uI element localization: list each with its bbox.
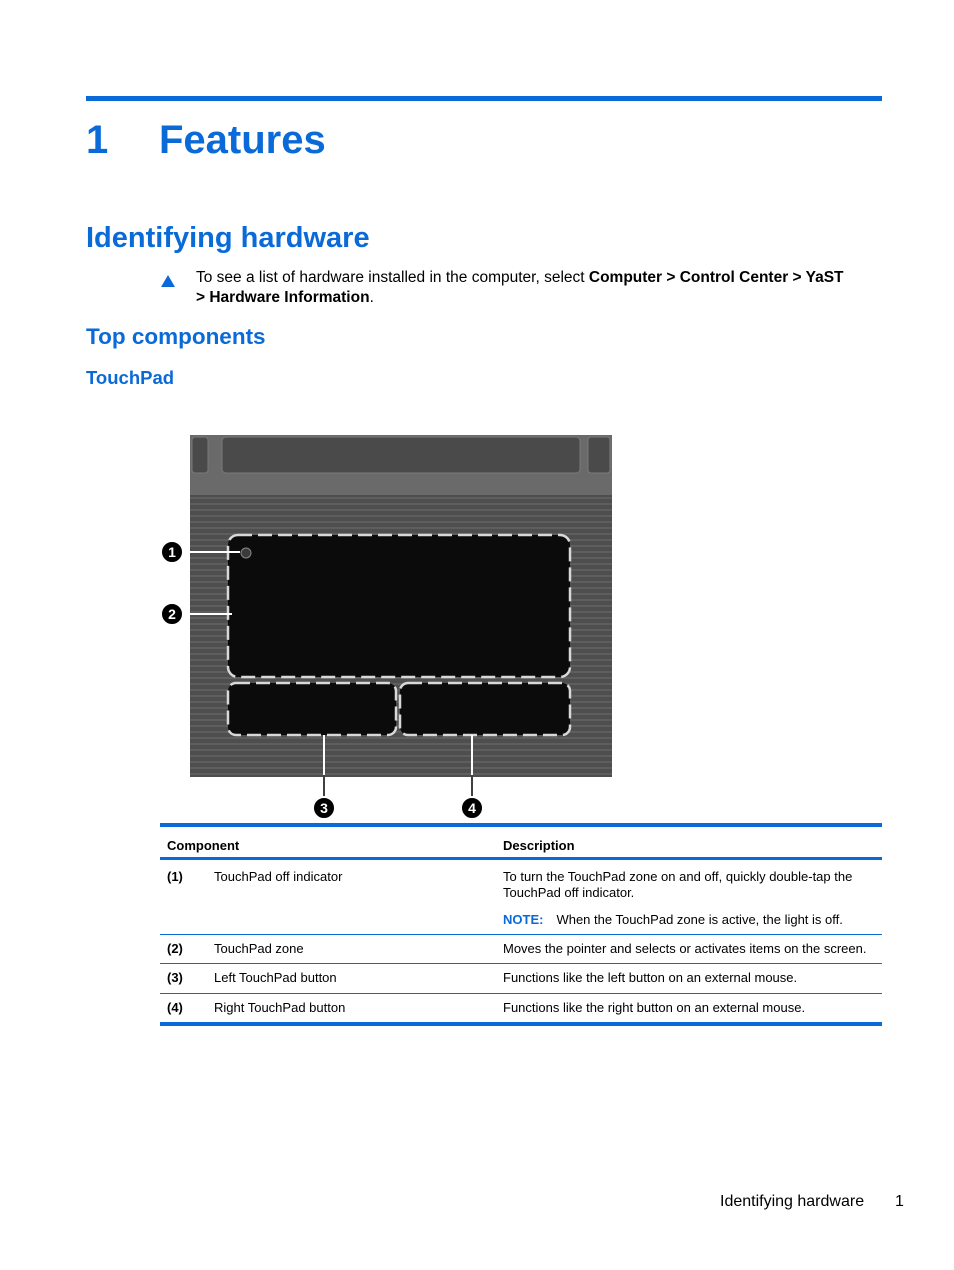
callout-4 <box>461 797 483 819</box>
footer-page-number: 1 <box>895 1193 904 1210</box>
touchpad-zone-shape <box>228 535 570 677</box>
table-header <box>160 827 882 860</box>
triangle-bullet-icon <box>160 273 176 289</box>
left-key <box>192 437 208 473</box>
row-number: (3) <box>167 970 183 985</box>
row-number: (1) <box>167 869 183 884</box>
right-key <box>588 437 610 473</box>
chapter-title: Features <box>159 118 326 162</box>
row-component: Right TouchPad button <box>214 1000 346 1015</box>
row-component: TouchPad zone <box>214 941 304 956</box>
row-description: Functions like the left button on an external mouse. <box>503 970 798 985</box>
subsection-title: Top components <box>86 324 266 349</box>
off-indicator-light <box>241 548 251 558</box>
callout-1 <box>161 541 183 563</box>
step-instruction <box>196 268 856 307</box>
row-component: Left TouchPad button <box>214 970 337 985</box>
step-menu-path: Computer > Control Center > YaST > Hardware Information <box>196 269 844 306</box>
chapter-rule <box>86 96 882 101</box>
note-text: When the TouchPad zone is active, the light is off. <box>556 912 843 927</box>
step-text-before: To see a list of hardware installed in the computer, select <box>196 269 589 286</box>
left-button-shape <box>228 683 396 735</box>
note-label: NOTE: <box>503 912 544 927</box>
table-row <box>160 994 882 1026</box>
spacebar-key <box>222 437 580 473</box>
header-description: Description <box>503 838 575 853</box>
svg-text:1: 1 <box>168 544 176 560</box>
components-table <box>160 823 882 1026</box>
row-component: TouchPad off indicator <box>214 869 343 884</box>
callout-3 <box>313 797 335 819</box>
svg-text:3: 3 <box>320 800 328 816</box>
row-description: Functions like the right button on an external mouse. <box>503 1000 806 1015</box>
svg-text:2: 2 <box>168 606 176 622</box>
table-row <box>160 860 882 935</box>
table-row <box>160 964 882 994</box>
header-component: Component <box>167 838 240 853</box>
step-text-after: . <box>369 288 374 306</box>
footer-section-name: Identifying hardware <box>720 1193 865 1210</box>
row-number: (2) <box>167 941 183 956</box>
touchpad-figure <box>150 425 630 825</box>
svg-text:4: 4 <box>468 800 476 816</box>
subsubsection-title: TouchPad <box>86 367 175 388</box>
right-button-shape <box>400 683 570 735</box>
row-number: (4) <box>167 1000 183 1015</box>
chapter-number: 1 <box>86 118 109 162</box>
row-description: Moves the pointer and selects or activates items on the screen. <box>503 941 867 956</box>
table-row <box>160 935 882 964</box>
callout-2 <box>161 603 183 625</box>
row-description: To turn the TouchPad zone on and off, quickly double-tap the TouchPad off indicator. <box>503 869 853 900</box>
row-note <box>503 912 873 928</box>
section-title: Identifying hardware <box>86 222 370 254</box>
